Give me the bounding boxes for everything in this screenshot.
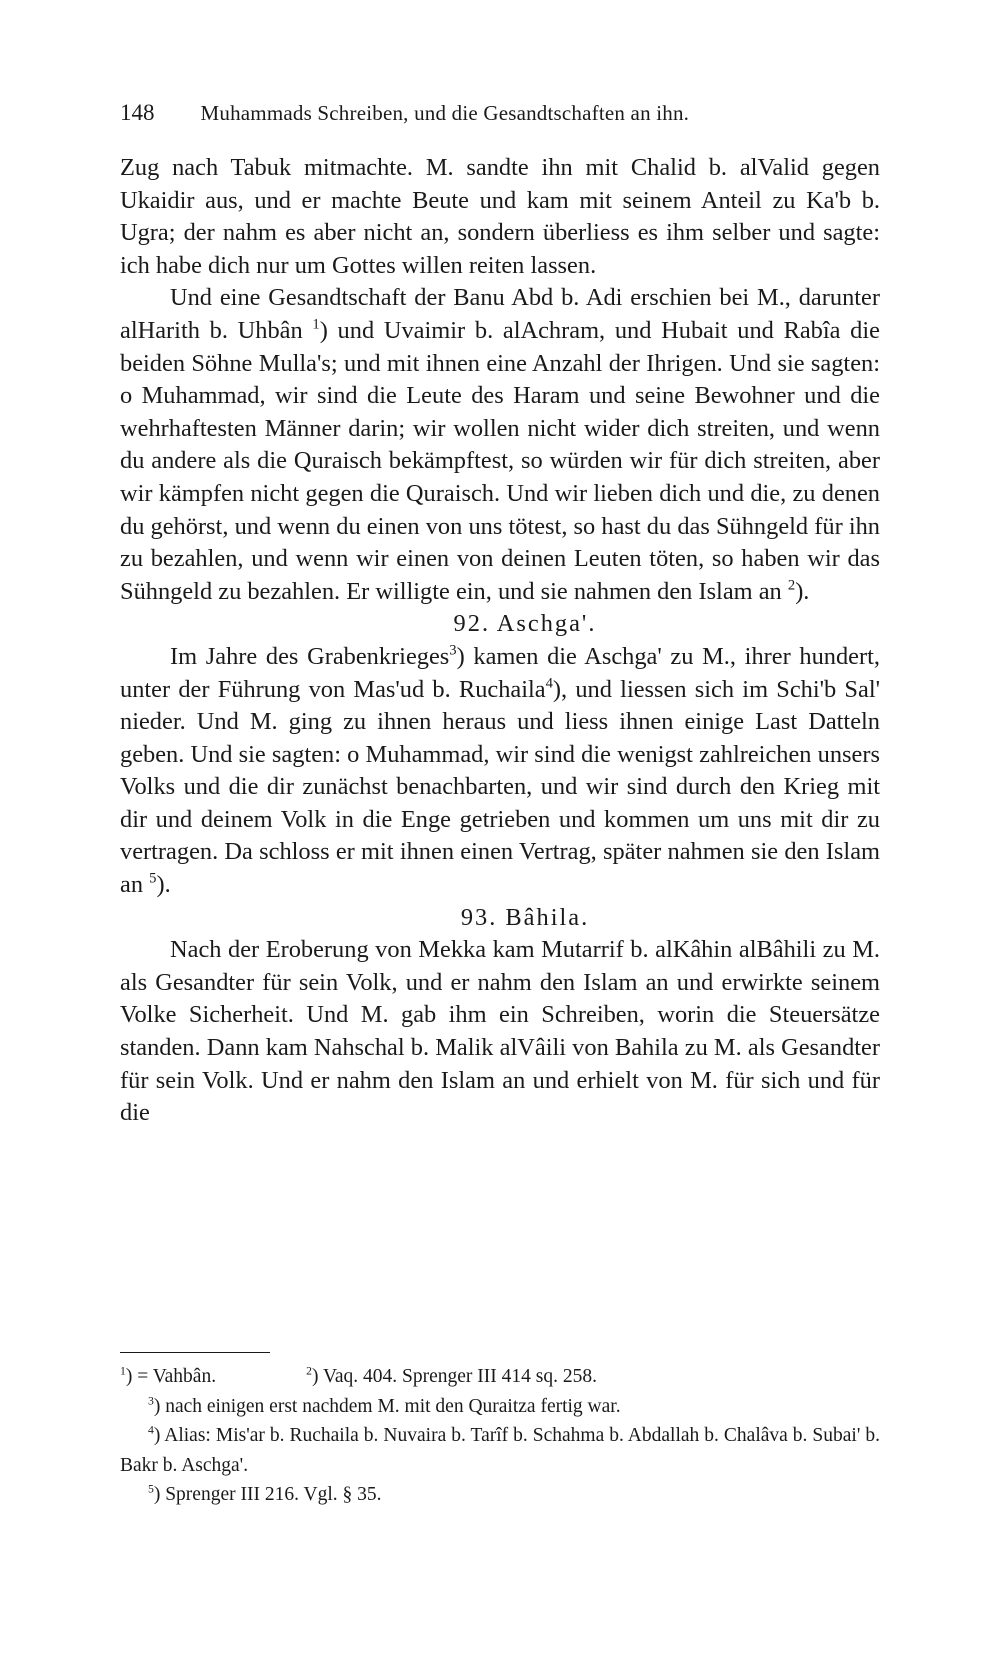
paragraph-3-text-d: ). xyxy=(156,871,171,899)
footnote-4-mark: 4 xyxy=(148,1423,154,1437)
paragraph-3-text-a: Im Jahre des Grabenkrieges xyxy=(170,642,450,670)
paragraph-3-text-b: ) kamen die Aschga' zu M., ihrer hundert, unter der Führung von Mas'ud b. Ruchaila xyxy=(120,642,880,703)
page-header xyxy=(120,100,880,126)
footnote-5-mark: 5 xyxy=(148,1482,154,1496)
footnote-4-text: ) Alias: Mis'ar b. Ruchaila b. Nuvaira b. Tarîf b. Schahma b. Abdallah b. Chalâva b. Subai' b. Bakr b. Aschga'. xyxy=(120,1425,880,1476)
running-head: Muhammads Schreiben, und die Gesandtschaften an ihn. xyxy=(200,101,690,125)
footnote-ref-2: 2 xyxy=(787,577,796,594)
footnote-separator xyxy=(120,1352,270,1353)
footnote-2 xyxy=(306,1362,597,1392)
footnote-1-text: ) = Vahbân. xyxy=(125,1366,217,1387)
footnote-3 xyxy=(120,1392,880,1422)
footnote-ref-1: 1 xyxy=(312,316,320,333)
paragraph-1: Zug nach Tabuk mitmachte. M. sandte ihn mit Chalid b. alValid gegen Ukaidir aus, und er machte Beute und kam mit seinem Anteil zu Ka'b b. Ugra; der nahm es aber nicht an, sondern überliess es ihm selber und sagte: ich habe dich nur um Gottes willen reiten lassen. xyxy=(120,154,880,279)
footnote-3-mark: 3 xyxy=(148,1393,154,1407)
footnote-2-text: ) Vaq. 404. Sprenger III 414 sq. 258. xyxy=(311,1366,597,1387)
body-text xyxy=(120,152,880,1130)
section-heading-92: 92. Aschga'. xyxy=(453,610,597,638)
footnote-ref-4: 4 xyxy=(545,674,553,691)
section-heading-93: 93. Bâhila. xyxy=(460,903,590,931)
footnote-gap xyxy=(216,1362,306,1392)
paragraph-2-text-c: ). xyxy=(795,577,810,605)
footnote-4 xyxy=(120,1421,880,1480)
paragraph-2-text-a: Und eine Gesandtschaft der Banu Abd b. Adi erschien bei M., darunter alHarith b. Uhbân xyxy=(120,284,880,344)
footnote-ref-3: 3 xyxy=(449,642,457,659)
footnote-5-text: ) Sprenger III 216. Vgl. § 35. xyxy=(153,1484,382,1505)
paragraph-2-text-b: ) und Uvaimir b. alAchram, und Hubait und Rabîa die beiden Söhne Mulla's; und mit ihnen eine Anzahl der Ihrigen. Und sie sagten: o Muhammad, wir sind die Leute des Haram und seine Bewohner und die wehrhaftesten Männer darin; wir wollen nicht wider dich streiten, und wenn du andere als die Quraisch bekämpftest, so würden wir für dich streiten, aber wir kämpfen nicht gegen die Quraisch. Und wir lieben dich und die, zu denen du gehörst, und wenn du einen von uns tötest, so hast du das Sühngeld für ihn zu bezahlen, und wenn wir einen von deinen Leuten töten, so haben wir das Sühngeld zu bezahlen. Er willigte ein, und sie nahmen den Islam an xyxy=(120,316,880,605)
footnote-2-mark: 2 xyxy=(306,1364,312,1378)
footnote-1-mark: 1 xyxy=(120,1364,126,1378)
footnote-3-text: ) nach einigen erst nachdem M. mit den Quraitza fertig war. xyxy=(153,1395,621,1417)
footnote-5 xyxy=(120,1480,880,1510)
footnote-1 xyxy=(120,1362,216,1392)
paragraph-3-text-c: ), und liessen sich im Schi'b Sal' nieder. Und M. ging zu ihnen heraus und liess ihnen einige Last Datteln geben. Und sie sagten: o Muhammad, wir sind die wenigst zahlreichen unsers Volks und die dir zunächst benachbarten, und wir sind durch den Krieg mit dir und deinem Volk in die Enge getrieben und kommen um uns mit dir zu vertragen. Da schloss er mit ihnen einen Vertrag, später nahmen sie den Islam an xyxy=(120,675,880,899)
footnote-ref-5: 5 xyxy=(149,870,157,887)
footnotes xyxy=(120,1362,880,1510)
paragraph-2 xyxy=(120,282,880,608)
paragraph-4: Nach der Eroberung von Mekka kam Mutarrif b. alKâhin alBâhili zu M. als Gesandter für sein Volk, und er nahm den Islam an und erwirkte seinem Volke Sicherheit. Und M. gab ihm ein Schreiben, worin die Steuersätze standen. Dann kam Nahschal b. Malik alVâili von Bahila zu M. als Gesandter für sein Volk. Und er nahm den Islam an und erhielt von M. für sich und für die xyxy=(120,936,880,1127)
footnote-row-1-2 xyxy=(120,1362,880,1392)
page-number: 148 xyxy=(120,100,155,125)
paragraph-3 xyxy=(120,641,880,902)
